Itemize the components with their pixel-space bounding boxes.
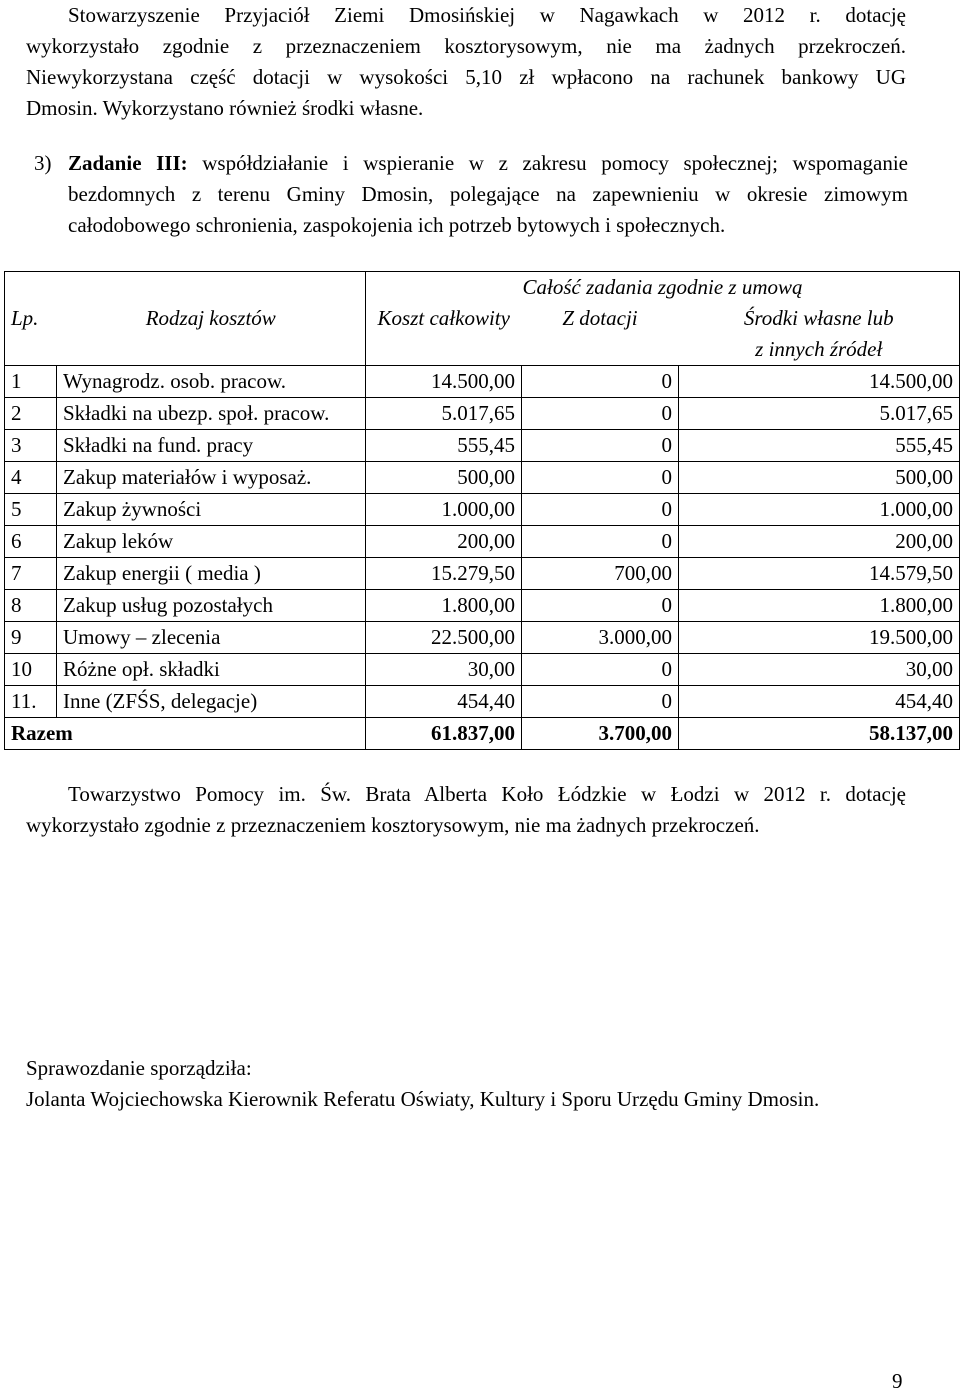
row-own-funds: 14.579,50 <box>679 558 960 590</box>
row-grant: 0 <box>522 398 679 430</box>
row-cost-type: Składki na fund. pracy <box>57 430 366 462</box>
header-cost-type: Rodzaj kosztów <box>57 272 366 366</box>
task-line: bezdomnych z terenu Gminy Dmosin, polegające na zapewnieniu w okresie zimowym <box>68 182 908 206</box>
total-label: Razem <box>5 718 366 750</box>
task-title: Zadanie III: <box>68 151 188 175</box>
table-row <box>5 590 960 622</box>
row-total-cost: 1.800,00 <box>366 590 522 622</box>
row-total-cost: 22.500,00 <box>366 622 522 654</box>
row-lp: 10 <box>5 654 57 686</box>
header-grant: Z dotacji <box>562 306 638 330</box>
row-grant: 0 <box>522 590 679 622</box>
intro-line: Niewykorzystana część dotacji w wysokości 5,10 zł wpłacono na rachunek bankowy UG <box>26 65 906 89</box>
row-cost-type: Składki na ubezp. społ. pracow. <box>57 398 366 430</box>
row-grant: 0 <box>522 430 679 462</box>
row-cost-type: Zakup energii ( media ) <box>57 558 366 590</box>
row-own-funds: 1.800,00 <box>679 590 960 622</box>
task-line: całodobowego schronienia, zaspokojenia ich potrzeb bytowych i społecznych. <box>68 213 726 237</box>
outro-line: wykorzystało zgodnie z przeznaczeniem kosztorysowym, nie ma żadnych przekroczeń. <box>26 813 760 837</box>
row-total-cost: 15.279,50 <box>366 558 522 590</box>
costs-table <box>4 271 960 750</box>
row-lp: 9 <box>5 622 57 654</box>
intro-paragraph <box>26 0 906 124</box>
row-total-cost: 555,45 <box>366 430 522 462</box>
intro-line: Stowarzyszenie Przyjaciół Ziemi Dmosińskiej w Nagawkach w 2012 r. dotację <box>68 3 906 27</box>
row-lp: 1 <box>5 366 57 398</box>
row-own-funds: 200,00 <box>679 526 960 558</box>
header-lp: Lp. <box>5 272 57 366</box>
row-total-cost: 200,00 <box>366 526 522 558</box>
row-grant: 0 <box>522 366 679 398</box>
table-row <box>5 430 960 462</box>
row-cost-type: Umowy – zlecenia <box>57 622 366 654</box>
row-own-funds: 14.500,00 <box>679 366 960 398</box>
row-lp: 11. <box>5 686 57 718</box>
row-own-funds: 1.000,00 <box>679 494 960 526</box>
row-total-cost: 1.000,00 <box>366 494 522 526</box>
row-total-cost: 454,40 <box>366 686 522 718</box>
task-line-rest: współdziałanie i wspieranie w z zakresu pomocy społecznej; wspomaganie <box>202 151 909 175</box>
row-cost-type: Wynagrodz. osob. pracow. <box>57 366 366 398</box>
task-description <box>26 148 908 241</box>
table-row <box>5 526 960 558</box>
header-own: Środki własne lub <box>679 303 960 334</box>
intro-line: wykorzystało zgodnie z przeznaczeniem kosztorysowym, nie ma żadnych przekroczeń. <box>26 34 906 58</box>
header-own-sources: z innych źródeł <box>679 334 960 366</box>
row-lp: 5 <box>5 494 57 526</box>
row-grant: 0 <box>522 686 679 718</box>
row-total-cost: 5.017,65 <box>366 398 522 430</box>
signature-label: Sprawozdanie sporządziła: <box>26 1056 252 1080</box>
total-cost: 61.837,00 <box>366 718 522 750</box>
signature-author: Jolanta Wojciechowska Kierownik Referatu Oświaty, Kultury i Sporu Urzędu Gminy Dmosin. <box>26 1087 820 1111</box>
table-header-row <box>5 272 960 304</box>
row-total-cost: 500,00 <box>366 462 522 494</box>
row-lp: 2 <box>5 398 57 430</box>
row-own-funds: 5.017,65 <box>679 398 960 430</box>
row-own-funds: 19.500,00 <box>679 622 960 654</box>
table-row <box>5 366 960 398</box>
row-grant: 700,00 <box>522 558 679 590</box>
row-own-funds: 30,00 <box>679 654 960 686</box>
row-total-cost: 14.500,00 <box>366 366 522 398</box>
total-grant: 3.700,00 <box>522 718 679 750</box>
row-own-funds: 555,45 <box>679 430 960 462</box>
row-lp: 7 <box>5 558 57 590</box>
row-grant: 0 <box>522 654 679 686</box>
header-group: Całość zadania zgodnie z umową <box>366 272 960 304</box>
header-total: Koszt całkowity <box>366 303 522 334</box>
row-lp: 3 <box>5 430 57 462</box>
table-row <box>5 558 960 590</box>
signature-block <box>26 1053 819 1115</box>
total-row <box>5 718 960 750</box>
row-lp: 8 <box>5 590 57 622</box>
outro-paragraph <box>26 779 906 841</box>
table-row <box>5 462 960 494</box>
row-grant: 3.000,00 <box>522 622 679 654</box>
row-cost-type: Inne (ZFŚS, delegacje) <box>57 686 366 718</box>
table-row <box>5 622 960 654</box>
table-row <box>5 686 960 718</box>
task-number: 3) <box>34 151 52 175</box>
row-grant: 0 <box>522 462 679 494</box>
outro-line: Towarzystwo Pomocy im. Św. Brata Alberta Koło Łódzkie w Łodzi w 2012 r. dotację <box>68 782 906 806</box>
table-row <box>5 494 960 526</box>
row-grant: 0 <box>522 526 679 558</box>
table-row <box>5 654 960 686</box>
row-cost-type: Różne opł. składki <box>57 654 366 686</box>
row-total-cost: 30,00 <box>366 654 522 686</box>
row-grant: 0 <box>522 494 679 526</box>
page-number: 9 <box>892 1369 903 1393</box>
row-cost-type: Zakup leków <box>57 526 366 558</box>
row-own-funds: 454,40 <box>679 686 960 718</box>
row-own-funds: 500,00 <box>679 462 960 494</box>
intro-line: Dmosin. Wykorzystano również środki własne. <box>26 96 424 120</box>
row-cost-type: Zakup żywności <box>57 494 366 526</box>
task-line <box>68 148 908 179</box>
table-row <box>5 398 960 430</box>
total-own: 58.137,00 <box>679 718 960 750</box>
row-cost-type: Zakup usług pozostałych <box>57 590 366 622</box>
row-lp: 4 <box>5 462 57 494</box>
row-lp: 6 <box>5 526 57 558</box>
row-cost-type: Zakup materiałów i wyposaż. <box>57 462 366 494</box>
